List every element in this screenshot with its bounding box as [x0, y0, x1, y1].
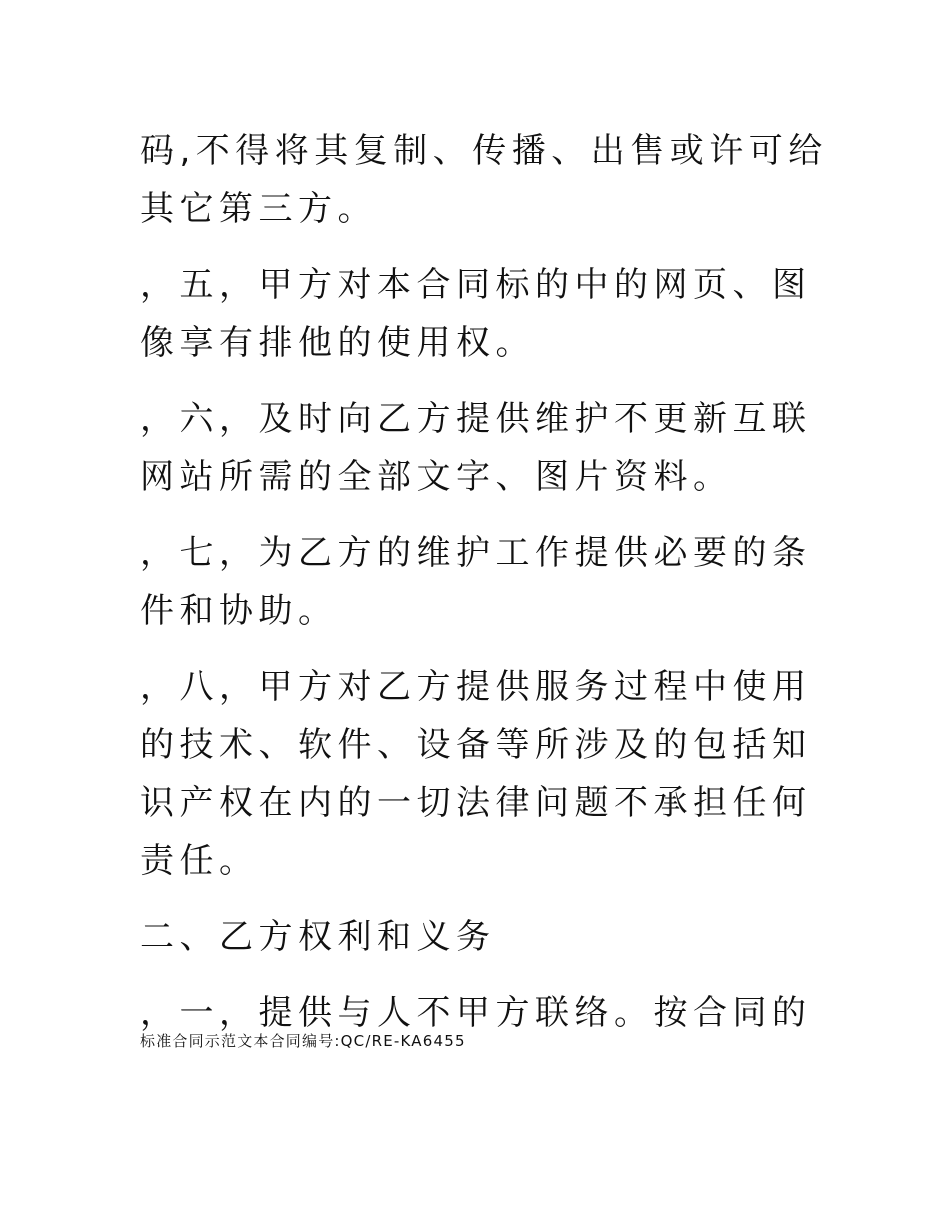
text-line: ，七，为乙方的维护工作提供必要的条 — [140, 533, 812, 573]
text-line: 码,不得将其复制、传播、出售或许可给 — [140, 131, 828, 171]
text-line: 其它第三方。 — [140, 189, 377, 229]
text-line: 的技术、软件、设备等所涉及的包括知 — [140, 725, 812, 765]
paragraph-clause-5 — [140, 256, 820, 372]
paragraph-clause-6 — [140, 390, 820, 506]
heading-line: 二、乙方权利和义务 — [140, 917, 496, 957]
text-line: ，五，甲方对本合同标的中的网页、图 — [140, 265, 812, 305]
text-line: ，八，甲方对乙方提供服务过程中使用 — [140, 667, 812, 707]
text-line: ，六，及时向乙方提供维护不更新互联 — [140, 399, 812, 439]
paragraph-clause-8 — [140, 658, 820, 890]
text-line: 责任。 — [140, 841, 259, 881]
footer-contract-number: 标准合同示范文本合同编号:QC/RE-KA6455 — [140, 1032, 466, 1050]
text-line: 件和协助。 — [140, 591, 338, 631]
text-line: ，一，提供与人不甲方联络。按合同的 — [140, 993, 812, 1033]
text-line: 网站所需的全部文字、图片资料。 — [140, 457, 733, 497]
text-line: 识产权在内的一切法律问题不承担任何 — [140, 783, 812, 823]
paragraph-clause-7 — [140, 524, 820, 640]
paragraph-clause-continuation — [140, 122, 828, 238]
document-body — [140, 122, 828, 1060]
section-heading — [140, 908, 820, 966]
text-line: 像享有排他的使用权。 — [140, 323, 535, 363]
